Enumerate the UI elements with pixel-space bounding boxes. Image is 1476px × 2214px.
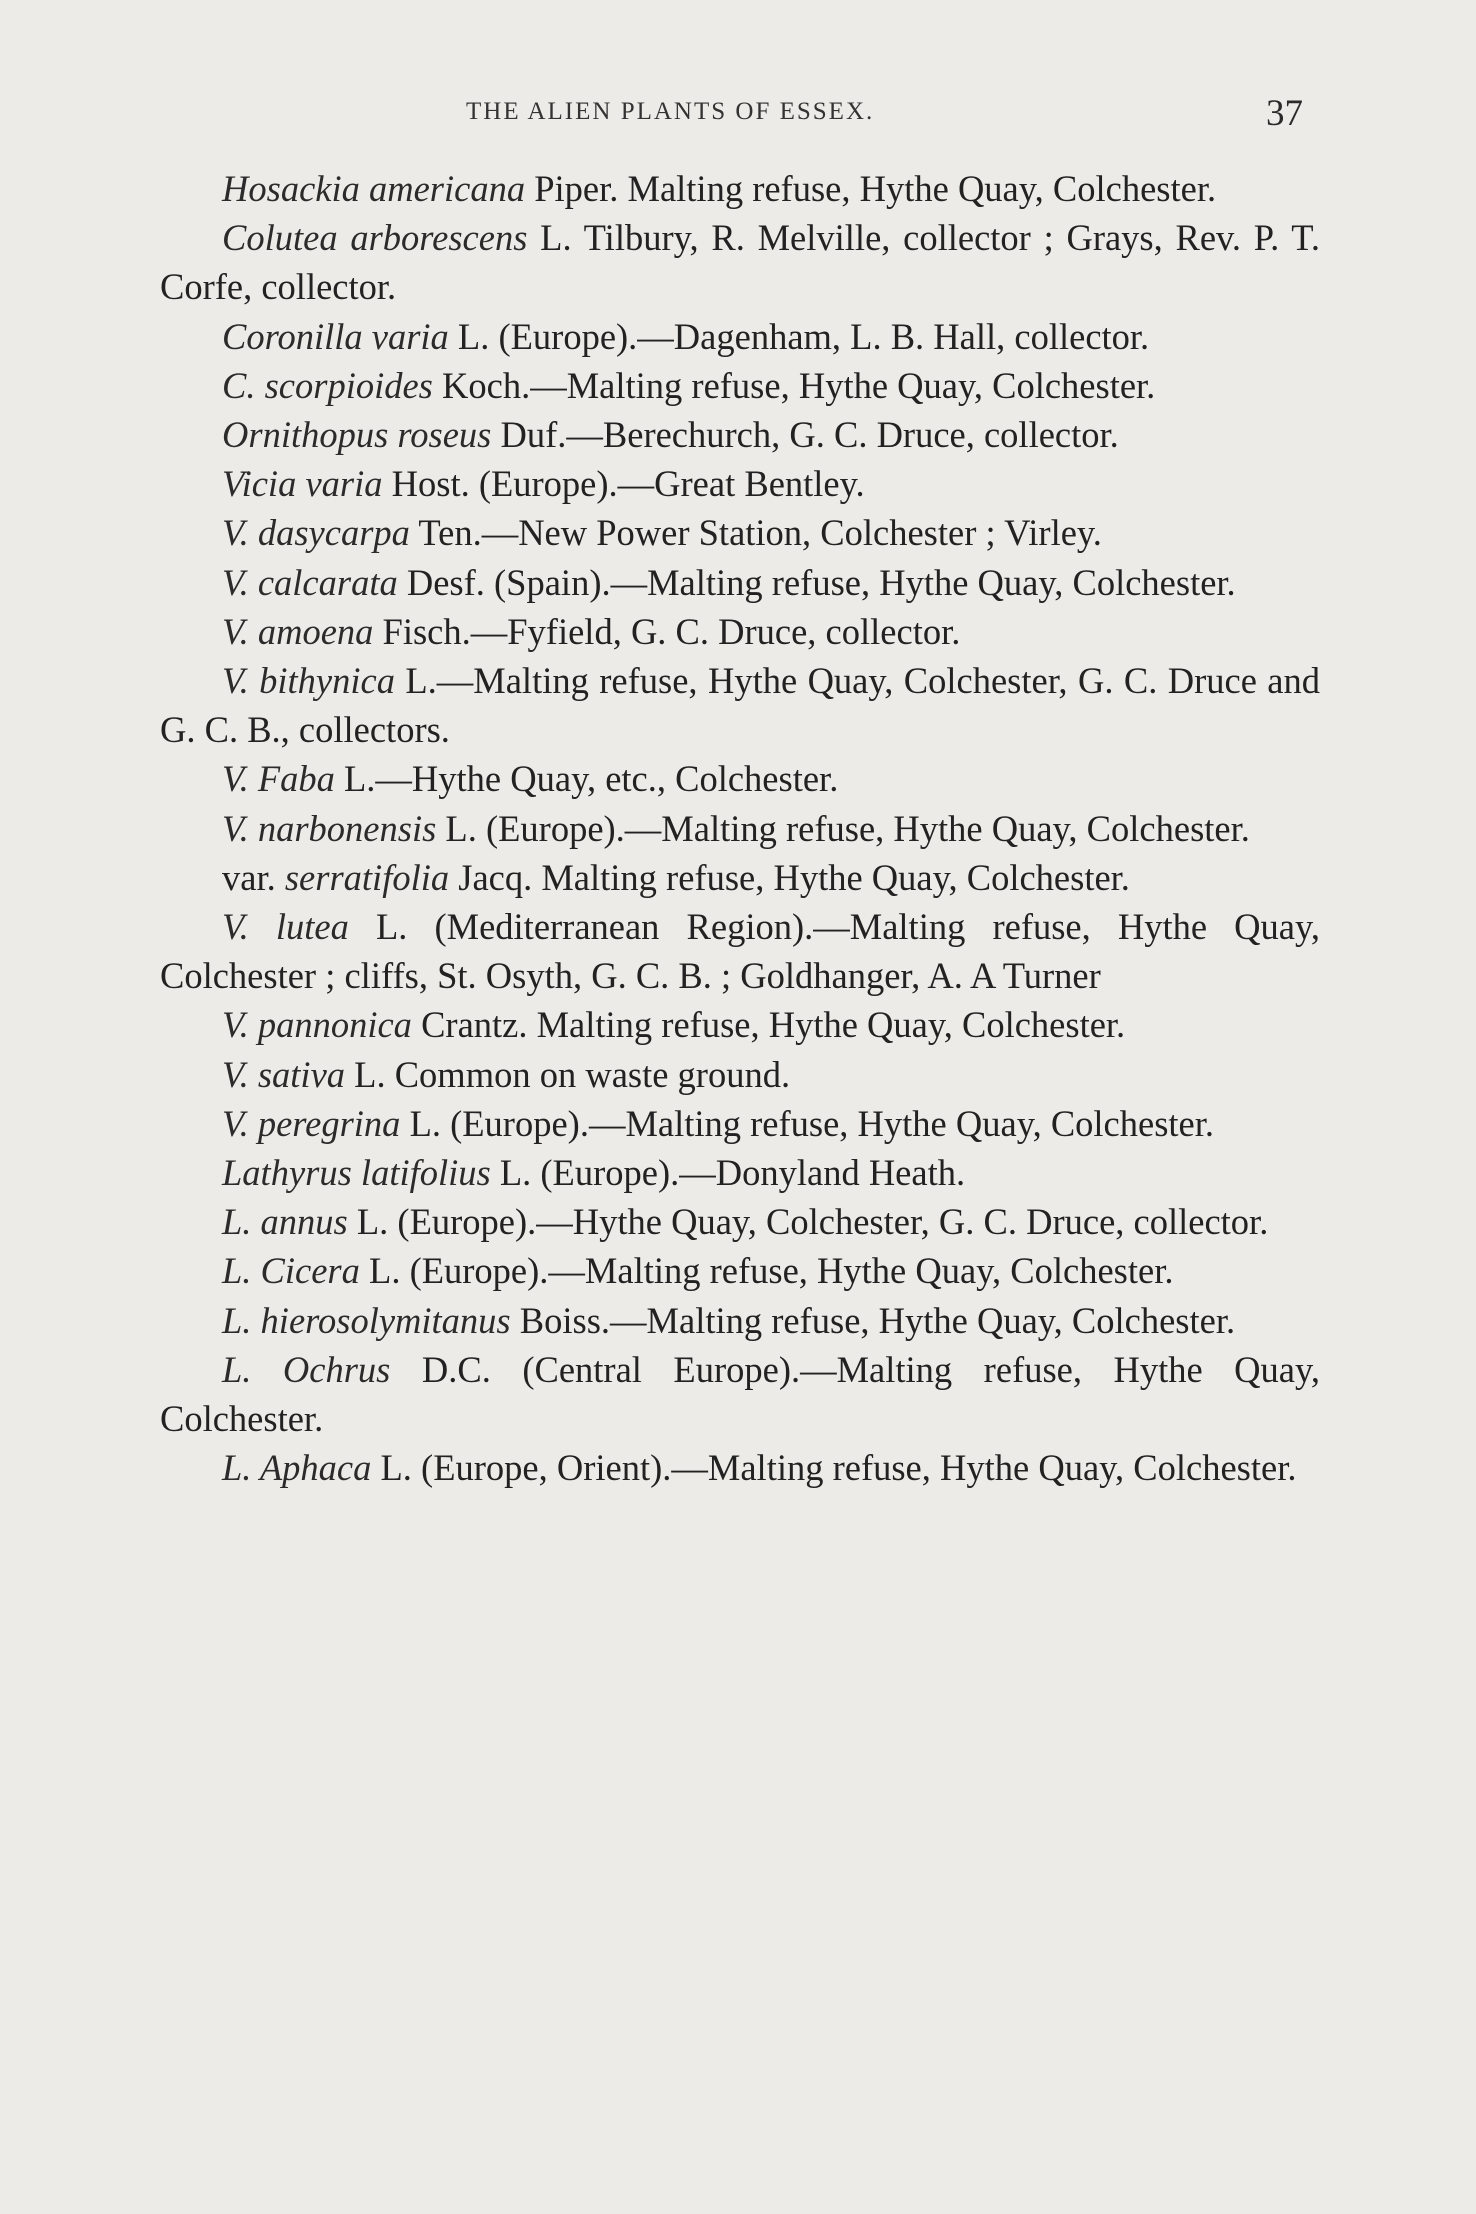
entry-text: L. (Europe, Orient).—Malting refuse, Hythe Quay, Colchester.	[371, 1447, 1297, 1489]
entry-text: Jacq. Malting refuse, Hythe Quay, Colchester.	[449, 856, 1130, 898]
species-name: L. Cicera	[222, 1250, 360, 1292]
species-name: L. Ochrus	[222, 1348, 391, 1390]
entry-text: L. (Europe).—Dagenham, L. B. Hall, collector.	[448, 315, 1150, 357]
entry-prefix: var.	[222, 856, 285, 898]
entry-text: Ten.—New Power Station, Colchester ; Virley.	[409, 512, 1102, 554]
entry-text: L. (Europe).—Malting refuse, Hythe Quay, Colchester.	[436, 807, 1250, 849]
list-item	[160, 607, 1320, 656]
species-name: V. peregrina	[222, 1102, 401, 1144]
entry-text: L. Tilbury, R. Melville, collector ; Grays, Rev. P. T. Corfe, collector.	[160, 217, 1320, 308]
species-name: Ornithopus roseus	[222, 414, 492, 456]
species-name: V. sativa	[222, 1053, 346, 1095]
species-name: Lathyrus latifolius	[222, 1152, 491, 1194]
list-item	[160, 1246, 1320, 1295]
list-item	[160, 508, 1320, 557]
entry-text: Duf.—Berechurch, G. C. Druce, collector.	[491, 414, 1119, 456]
entry-text: L. (Europe).—Hythe Quay, Colchester, G. C. Druce, collector.	[347, 1201, 1269, 1243]
list-item	[160, 656, 1320, 754]
list-item	[160, 213, 1320, 311]
list-item	[160, 558, 1320, 607]
list-item	[160, 1148, 1320, 1197]
entry-text: L.—Hythe Quay, etc., Colchester.	[334, 758, 839, 800]
species-name: L. annus	[222, 1201, 348, 1243]
list-item	[160, 754, 1320, 803]
list-item	[160, 1050, 1320, 1099]
species-name: V. narbonensis	[222, 807, 437, 849]
species-name: serratifolia	[284, 856, 450, 898]
entry-text: L. (Europe).—Malting refuse, Hythe Quay, Colchester.	[359, 1250, 1174, 1292]
list-item	[160, 902, 1320, 1000]
entry-text: Crantz. Malting refuse, Hythe Quay, Colchester.	[411, 1004, 1126, 1046]
list-item	[160, 164, 1320, 213]
entry-text: D.C. (Central Europe).—Malting refuse, Hythe Quay, Colchester.	[160, 1348, 1320, 1440]
list-item	[160, 1345, 1320, 1443]
species-name: Colutea arborescens	[222, 217, 528, 259]
entry-text: Host. (Europe).—Great Bentley.	[382, 463, 865, 505]
list-item	[160, 410, 1320, 459]
list-item	[160, 459, 1320, 508]
species-name: L. hierosolymitanus	[222, 1299, 511, 1341]
entry-text: L. (Europe).—Donyland Heath.	[490, 1152, 966, 1194]
entry-text: Boiss.—Malting refuse, Hythe Quay, Colchester.	[510, 1299, 1236, 1341]
list-item	[160, 1296, 1320, 1345]
species-name: V. Faba	[222, 758, 335, 800]
entry-text: Piper. Malting refuse, Hythe Quay, Colchester.	[525, 168, 1217, 209]
entry-text: Fisch.—Fyfield, G. C. Druce, collector.	[373, 610, 961, 652]
list-item	[160, 1197, 1320, 1246]
list-item	[160, 361, 1320, 410]
list-item	[160, 853, 1320, 902]
species-name: V. pannonica	[222, 1004, 412, 1046]
entry-text: L. (Mediterranean Region).—Malting refuse, Hythe Quay, Colchester ; cliffs, St. Osyth, G. C. B. ; Goldhanger, A. A Turner	[160, 906, 1320, 997]
list-item	[160, 1000, 1320, 1049]
list-item	[160, 1099, 1320, 1148]
species-name: Vicia varia	[222, 463, 383, 505]
species-name: L. Aphaca	[222, 1447, 372, 1489]
list-item	[160, 312, 1320, 361]
running-head-title: THE ALIEN PLANTS OF ESSEX.	[466, 98, 875, 125]
list-item	[160, 1443, 1320, 1492]
species-name: V. calcarata	[222, 561, 398, 603]
species-name: V. lutea	[222, 906, 349, 948]
species-name: Hosackia americana	[222, 168, 526, 209]
species-name: V. dasycarpa	[222, 512, 410, 554]
entry-text: Desf. (Spain).—Malting refuse, Hythe Quay, Colchester.	[397, 561, 1236, 603]
page-number: 37	[1266, 93, 1303, 134]
species-name: C. scorpioides	[222, 364, 433, 406]
list-item	[160, 804, 1320, 853]
entry-text: L. (Europe).—Malting refuse, Hythe Quay, Colchester.	[400, 1102, 1215, 1144]
species-list	[160, 164, 1320, 1492]
entry-text: Koch.—Malting refuse, Hythe Quay, Colchester.	[432, 364, 1156, 406]
species-name: Coronilla varia	[222, 315, 449, 357]
species-name: V. amoena	[222, 610, 374, 652]
entry-text: L.—Malting refuse, Hythe Quay, Colchester, G. C. Druce and G. C. B., collectors.	[160, 660, 1320, 751]
running-head	[0, 92, 1476, 142]
species-name: V. bithynica	[222, 660, 395, 702]
entry-text: L. Common on waste ground.	[345, 1053, 791, 1095]
